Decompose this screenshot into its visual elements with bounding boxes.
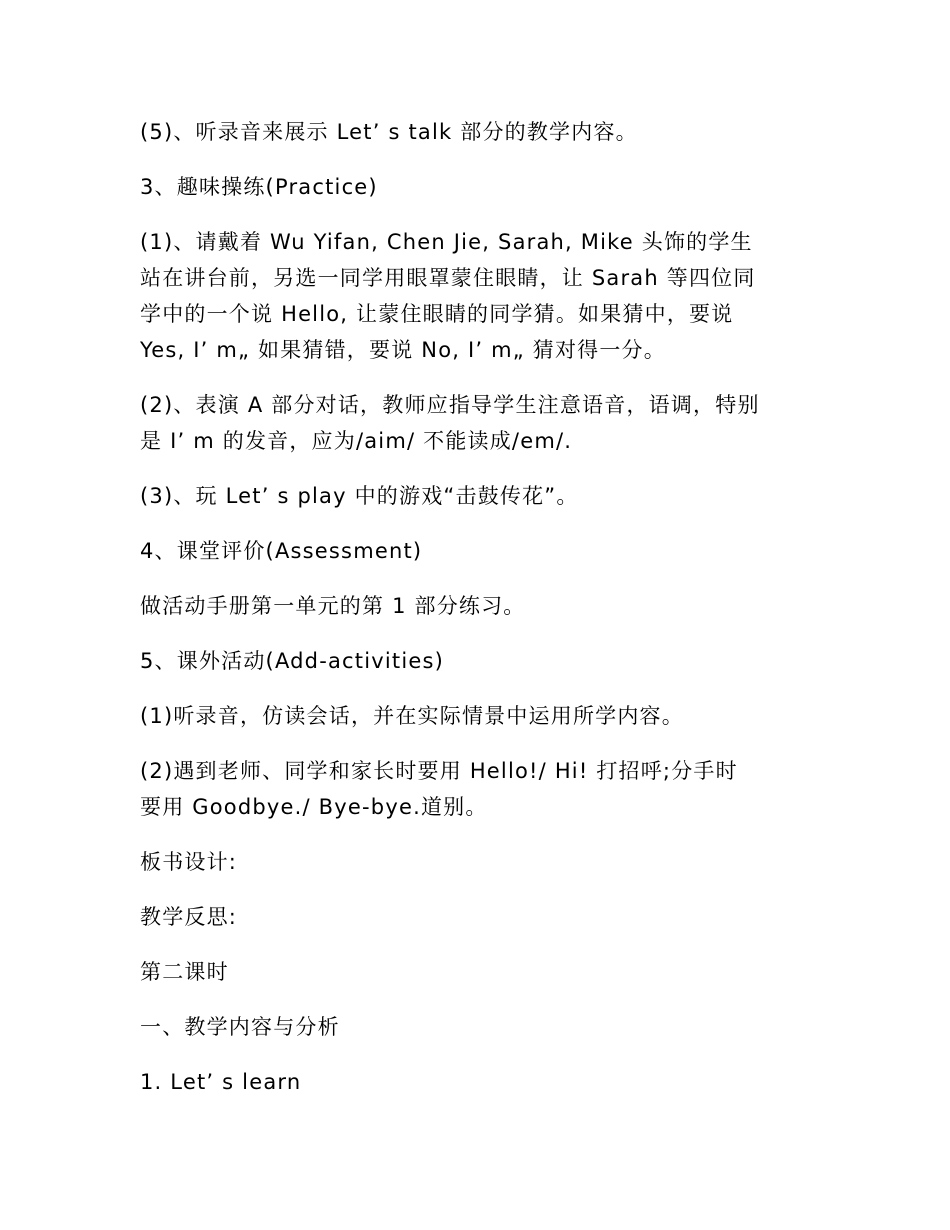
heading-assessment — [140, 533, 820, 569]
text-line: (1)听录音，仿读会话，并在实际情景中运用所学内容。 — [140, 704, 684, 728]
text-line: Yes, I’ m„ 如果猜错，要说 No, I’ m„ 猜对得一分。 — [140, 338, 666, 362]
text-line: (2)遇到老师、同学和家长时要用 Hello!/ Hi! 打招呼;分手时 — [140, 759, 738, 783]
text-line: 做活动手册第一单元的第 1 部分练习。 — [140, 594, 526, 618]
heading-board-design — [140, 844, 820, 880]
paragraph-listen-imitate — [140, 698, 820, 734]
text-line: 1. Let’ s learn — [140, 1070, 302, 1094]
text-line: (2)、表演 A 部分对话，教师应指导学生注意语音，语调，特别 — [140, 393, 760, 417]
paragraph-lets-play — [140, 478, 820, 514]
text-line: 板书设计: — [140, 850, 238, 874]
heading-lets-learn — [140, 1064, 820, 1100]
text-line: 3、趣味操练(Practice) — [140, 175, 378, 199]
text-line: 4、课堂评价(Assessment) — [140, 539, 423, 563]
heading-content-analysis — [140, 1009, 820, 1045]
text-line: (5)、听录音来展示 Let’ s talk 部分的教学内容。 — [140, 120, 638, 144]
text-line: 一、教学内容与分析 — [140, 1015, 340, 1039]
text-line: (1)、请戴着 Wu Yifan, Chen Jie, Sarah, Mike 头饰的学生 — [140, 230, 753, 254]
text-line: 教学反思: — [140, 905, 238, 929]
heading-practice — [140, 169, 820, 205]
text-line: 站在讲台前，另选一同学用眼罩蒙住眼睛，让 Sarah 等四位同 — [140, 266, 756, 290]
paragraph-perform-dialogue — [140, 387, 820, 459]
heading-add-activities — [140, 643, 820, 679]
heading-teaching-reflection — [140, 899, 820, 935]
text-line: 学中的一个说 Hello, 让蒙住眼睛的同学猜。如果猜中，要说 — [140, 302, 734, 326]
text-line: 是 I’ m 的发音，应为/aim/ 不能读成/em/. — [140, 429, 573, 453]
paragraph-headwear-game — [140, 224, 820, 368]
text-line: (3)、玩 Let’ s play 中的游戏“击鼓传花”。 — [140, 484, 579, 508]
heading-second-lesson — [140, 954, 820, 990]
paragraph-listen-recording — [140, 114, 820, 150]
document-body — [140, 114, 820, 1119]
text-line: 第二课时 — [140, 960, 229, 984]
text-line: 5、课外活动(Add-activities) — [140, 649, 445, 673]
text-line: 要用 Goodbye./ Bye-bye.道别。 — [140, 795, 488, 819]
paragraph-greetings — [140, 753, 820, 825]
paragraph-workbook — [140, 588, 820, 624]
